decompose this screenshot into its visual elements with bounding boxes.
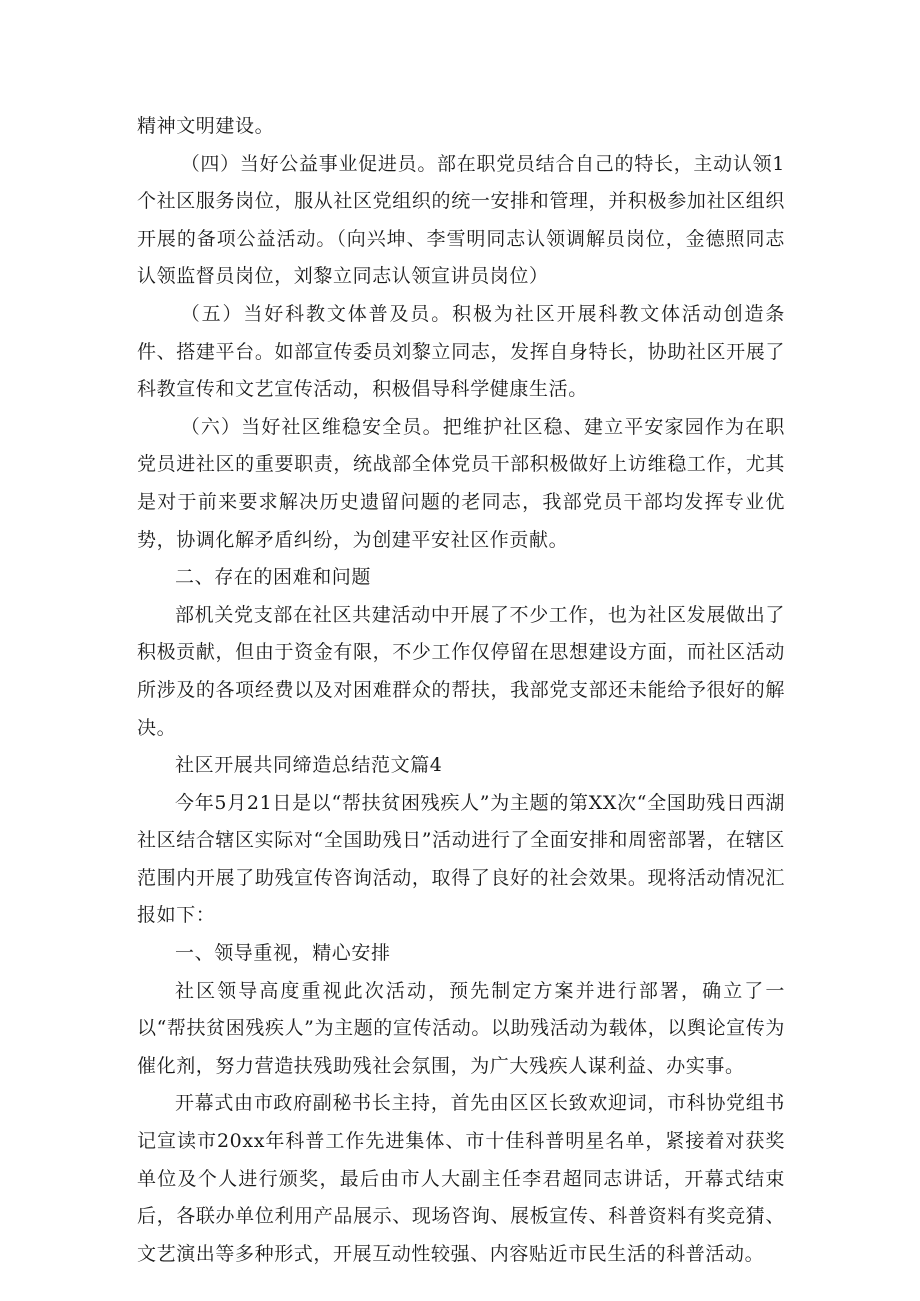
document-body — [137, 108, 785, 1273]
section-heading-difficulties: 二、存在的困难和问题 — [175, 566, 372, 589]
article-title-4: 社区开展共同缔造总结范文篇4 — [175, 754, 443, 777]
paragraph-item-4: （四）当好公益事业促进员。部在职党员结合自己的特长，主动认领1个社区服务岗位，服从社区党组织的统一安排和管理，并积极参加社区组织开展的备项公益活动。（向兴坤、李雪明同志认领调解员岗位，金德照同志认领监督员岗位，刘黎立同志认领宣讲员岗位） — [137, 152, 785, 288]
paragraph-continuation: 精神文明建设。 — [137, 115, 275, 137]
paragraph-difficulties: 部机关党支部在社区共建活动中开展了不少工作，也为社区发展做出了积极贡献，但由于资金有限，不少工作仅停留在思想建设方面，而社区活动所涉及的各项经费以及对困难群众的帮扶，我部党支部还未能给予很好的解决。 — [137, 603, 785, 739]
section-heading-leadership: 一、领导重视，精心安排 — [175, 942, 391, 965]
paragraph-leadership: 社区领导高度重视此次活动，预先制定方案并进行部署，确立了一以“帮扶贫困残疾人”为主题的宣传活动。以助残活动为载体，以舆论宣传为催化剂，努力营造扶残助残社会氛围，为广大残疾人谋利益、办实事。 — [137, 979, 785, 1077]
paragraph-opening-ceremony: 开幕式由市政府副秘书长主持，首先由区区长致欢迎词，市科协党组书记宣读市20xx年科普工作先进集体、市十佳科普明星名单，紧接着对获奖单位及个人进行颁奖，最后由市人大副主任李君超同志讲话，开幕式结束后，各联办单位利用产品展示、现场咨询、展板宣传、科普资料有奖竞猜、文艺演出等多种形式，开展互动性较强、内容贴近市民生活的科普活动。 — [137, 1092, 785, 1265]
paragraph-intro: 今年5月21日是以“帮扶贫困残疾人”为主题的第XX次“全国助残日西湖社区结合辖区实际对“全国助残日”活动进行了全面安排和周密部署，在辖区范围内开展了助残宣传咨询活动，取得了良好的社会效果。现将活动情况汇报如下： — [137, 791, 785, 927]
paragraph-item-6: （六）当好社区维稳安全员。把维护社区稳、建立平安家园作为在职党员进社区的重要职责，统战部全体党员干部积极做好上访维稳工作，尤其是对于前来要求解决历史遗留问题的老同志，我部党员干部均发挥专业优势，协调化解矛盾纠纷，为创建平安社区作贡献。 — [137, 415, 785, 551]
paragraph-item-5: （五）当好科教文体普及员。积极为社区开展科教文体活动创造条件、搭建平台。如部宣传委员刘黎立同志，发挥自身特长，协助社区开展了科教宣传和文艺宣传活动，积极倡导科学健康生活。 — [137, 302, 785, 401]
